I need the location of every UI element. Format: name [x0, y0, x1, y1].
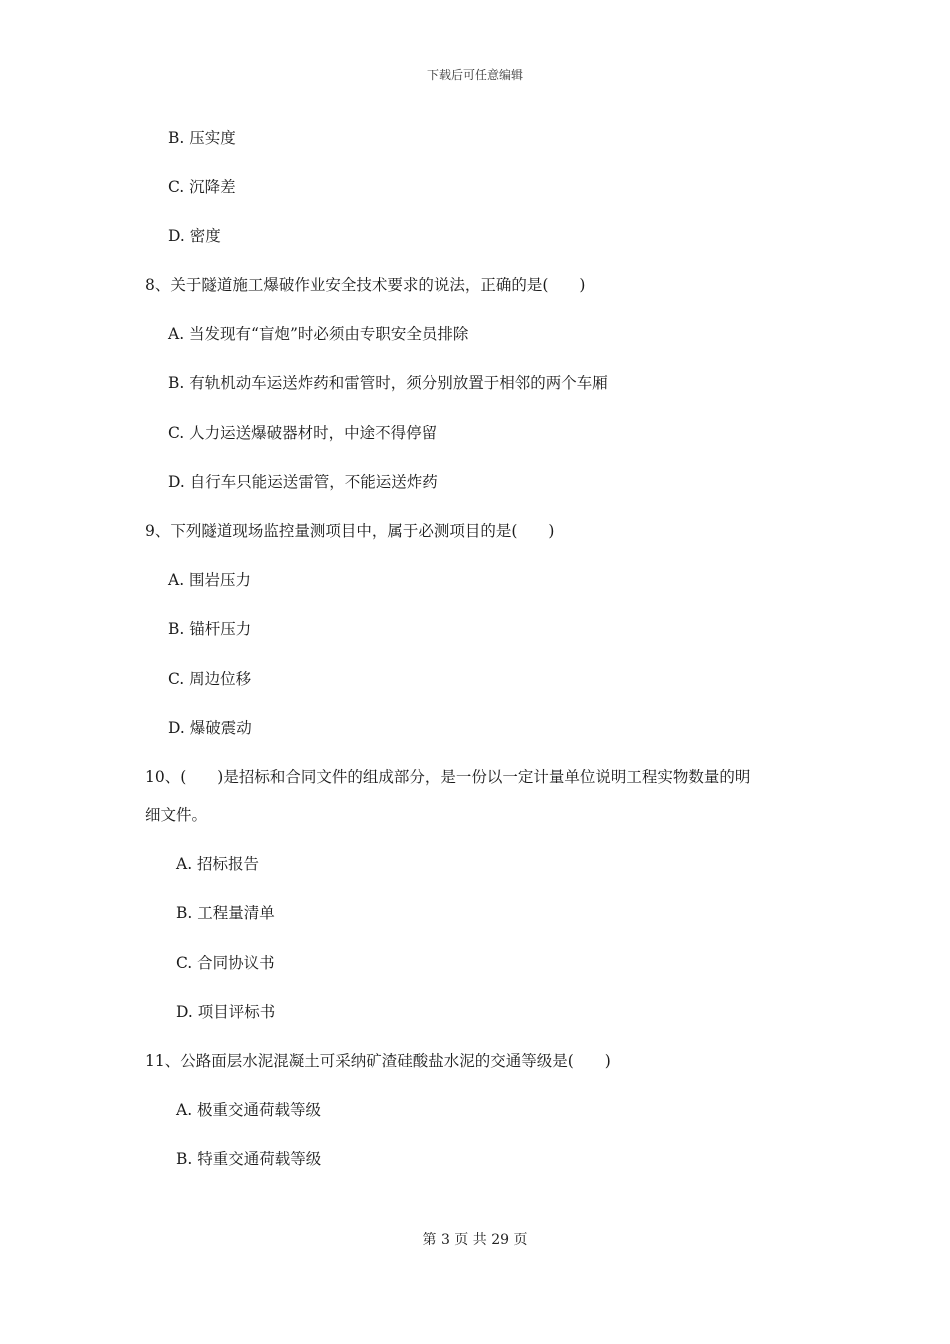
option-a-q8: A. 当发现有“盲炮”时必须由专职安全员排除	[168, 325, 469, 343]
question-8: 8、关于隧道施工爆破作业安全技术要求的说法，正确的是( )	[145, 276, 586, 294]
option-c-q10: C. 合同协议书	[176, 954, 275, 972]
option-b-q7: B. 压实度	[168, 129, 236, 147]
option-a-q10: A. 招标报告	[176, 855, 260, 873]
option-d-q7: D. 密度	[168, 227, 221, 245]
page-footer: 第 3 页 共 29 页	[422, 1232, 528, 1248]
question-9: 9、下列隧道现场监控量测项目中，属于必测项目的是( )	[145, 522, 555, 540]
option-d-q10: D. 项目评标书	[176, 1003, 276, 1021]
option-c-q7: C. 沉降差	[168, 178, 236, 196]
option-b-q11: B. 特重交通荷载等级	[176, 1150, 322, 1168]
option-b-q10: B. 工程量清单	[176, 904, 275, 922]
option-a-q9: A. 围岩压力	[168, 571, 252, 589]
option-a-q11: A. 极重交通荷载等级	[176, 1101, 322, 1119]
question-11: 11、公路面层水泥混凝土可采纳矿渣硅酸盐水泥的交通等级是( )	[145, 1052, 611, 1070]
option-d-q8: D. 自行车只能运送雷管，不能运送炸药	[168, 473, 438, 491]
option-c-q8: C. 人力运送爆破器材时，中途不得停留	[168, 424, 438, 442]
option-b-q9: B. 锚杆压力	[168, 620, 252, 638]
option-d-q9: D. 爆破震动	[168, 719, 252, 737]
question-10: 10、( )是招标和合同文件的组成部分，是一份以一定计量单位说明工程实物数量的明	[145, 768, 751, 786]
option-b-q8: B. 有轨机动车运送炸药和雷管时，须分别放置于相邻的两个车厢	[168, 374, 608, 392]
question-10-continuation: 细文件。	[145, 806, 208, 824]
option-c-q9: C. 周边位移	[168, 670, 252, 688]
page-header: 下载后可任意编辑	[426, 68, 523, 82]
